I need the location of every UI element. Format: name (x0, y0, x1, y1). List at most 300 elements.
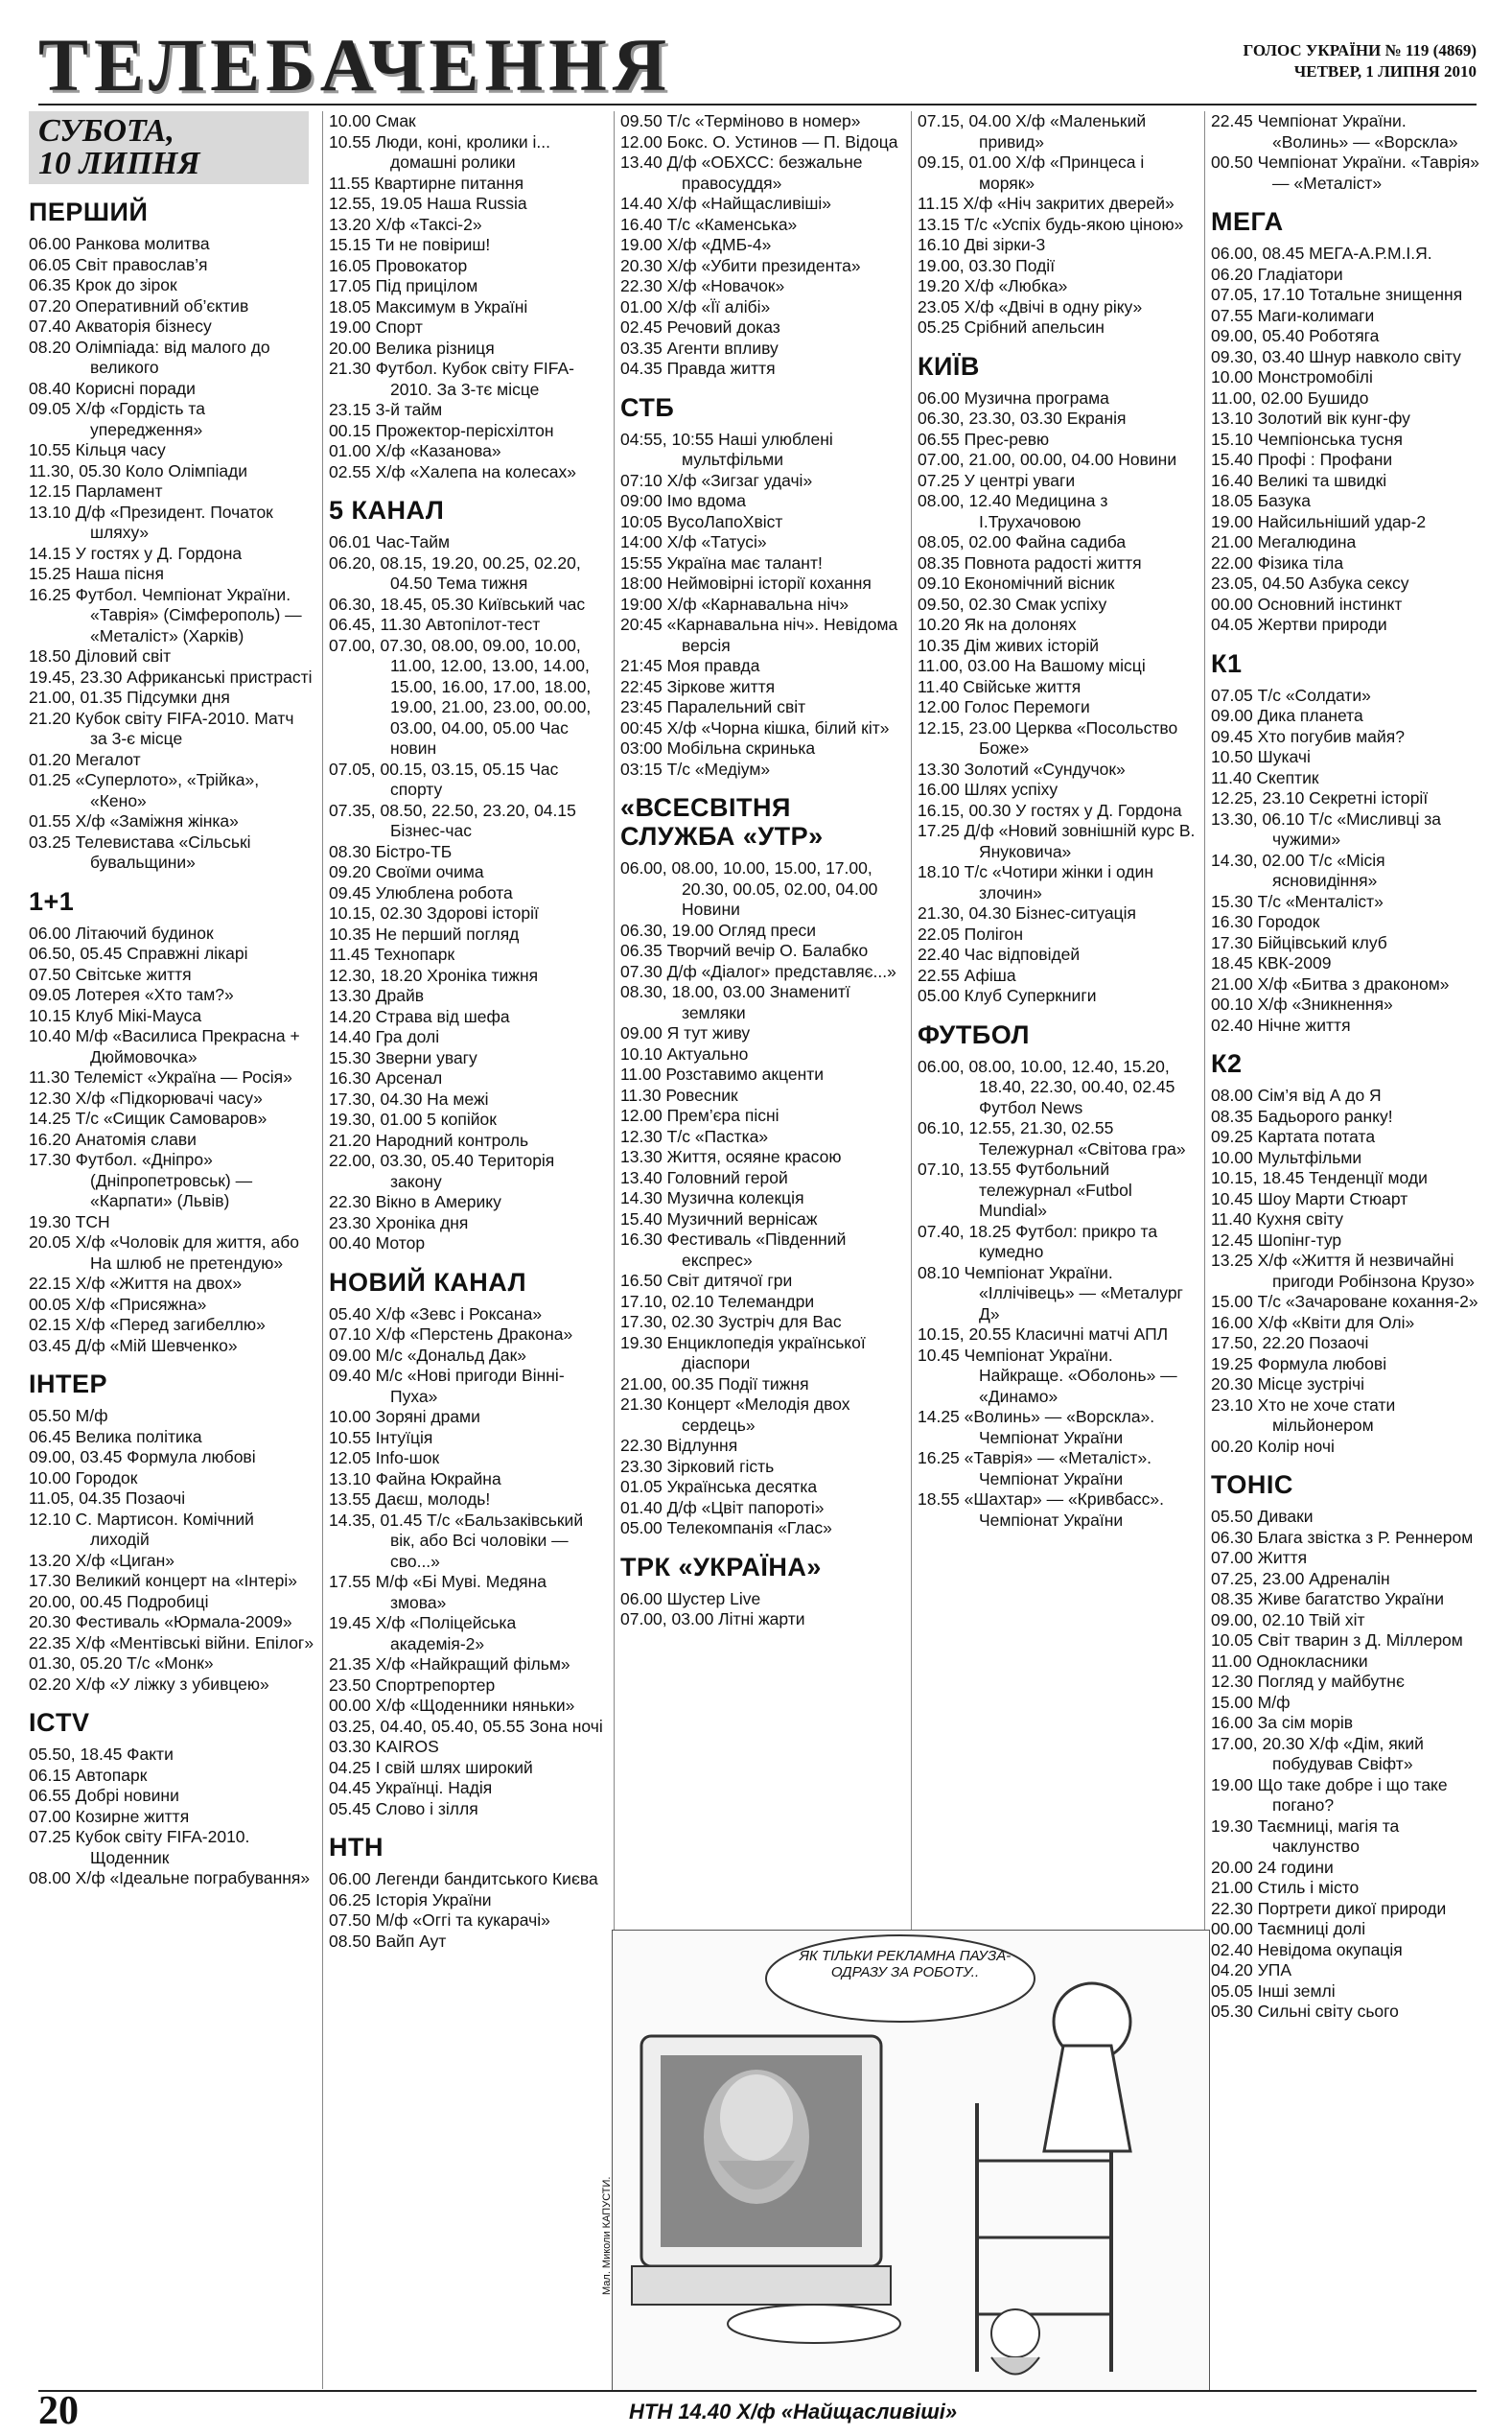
page-number: 20 (38, 2389, 79, 2433)
program-entry: 23:45 Паралельний світ (620, 697, 806, 716)
program-entry: 16.50 Світ дитячої гри (620, 1271, 793, 1290)
program-entry: 09.15, 01.00 Х/ф «Принцеса і моряк» (918, 152, 1145, 193)
program-entry: 11.00, 02.00 Бушидо (1211, 387, 1369, 408)
program-entry: 09.20 Своїми очима (329, 862, 484, 881)
program-entry: 12.30 Х/ф «Підкорювачі часу» (29, 1088, 263, 1108)
program-entry: 13.15 Т/с «Успіх будь-якою ціною» (918, 214, 1184, 234)
program-entry: 06.00, 08.00, 10.00, 15.00, 17.00, 20.30, 00.05, 02.00, 04.00 Новини (620, 858, 878, 919)
program-entry: 08.35 Живе багатство України (1211, 1589, 1445, 1608)
program-entry: 08.35 Повнота радості життя (918, 552, 1142, 573)
program-entry: 10.00 Мультфільми (1211, 1147, 1362, 1167)
program-entry: 11.00, 03.00 На Вашому місці (918, 656, 1146, 675)
program-entry: 19.00 Найсильніший удар-2 (1211, 511, 1427, 531)
program-entry: 15.00 Т/с «Зачароване кохання-2» (1211, 1292, 1478, 1311)
program-entry: 16.05 Провокатор (329, 255, 468, 275)
program-entry: 04.05 Жертви природи (1211, 615, 1387, 634)
program-entry: 20.00, 00.45 Подробиці (29, 1591, 209, 1611)
program-entry: 07.10, 13.55 Футбольний тележурнал «Futbol Mundial» (918, 1159, 1132, 1220)
program-entry: 19.25 Формула любові (1211, 1353, 1387, 1373)
program-entry: 06.55 Прес-ревю (918, 429, 1050, 449)
program-entry: 08.50 Вайп Аут (329, 1931, 447, 1951)
program-entry: 22.00 Фізика тіла (1211, 552, 1344, 573)
program-entry: 06.30, 19.00 Огляд преси (620, 920, 817, 940)
program-entry: 19.20 Х/ф «Любка» (918, 276, 1068, 295)
program-entry: 00.00 Основний інстинкт (1211, 594, 1403, 614)
channel-name: ТРК «УКРАЇНА» (620, 1552, 822, 1581)
program-entry: 07.05, 00.15, 03.15, 05.15 Час спорту (329, 759, 559, 799)
program-entry: 23.30 Зірковий гість (620, 1456, 775, 1476)
program-entry: 12.15, 23.00 Церква «Посольство Боже» (918, 717, 1178, 758)
program-entry: 05.05 Інші землі (1211, 1980, 1336, 2001)
program-entry: 09.00 Я тут живу (620, 1023, 751, 1042)
program-entry: 03.45 Д/ф «Мій Шевченко» (29, 1335, 238, 1355)
program-entry: 18.05 Базука (1211, 491, 1312, 510)
program-entry: 17.50, 22.20 Позаочі (1211, 1333, 1369, 1352)
program-entry: 09.45 Хто погубив майя? (1211, 726, 1405, 746)
program-entry: 07.00 Життя (1211, 1548, 1308, 1567)
program-entry: 06.45 Велика політика (29, 1426, 202, 1446)
channel-name: 1+1 (29, 886, 75, 916)
paper-issue: ГОЛОС УКРАЇНИ № 119 (4869) (1243, 41, 1477, 59)
program-entry: 13.30 Життя, осяяне красою (620, 1147, 842, 1166)
program-entry: 11.00 Розставимо акценти (620, 1065, 825, 1084)
program-entry: 18.05 Максимум в Україні (329, 296, 528, 316)
channel-name: ICTV (29, 1708, 90, 1737)
program-entry: 21.20 Народний контроль (329, 1130, 529, 1150)
program-entry: 13.40 Д/ф «ОБХСС: безжальне правосуддя» (620, 152, 863, 193)
program-entry: 23.05, 04.50 Азбука сексу (1211, 574, 1409, 593)
program-entry: 03:15 Т/с «Медіум» (620, 759, 771, 779)
program-entry: 22.15 Х/ф «Життя на двох» (29, 1274, 243, 1293)
program-entry: 19.45 Х/ф «Поліцейська академія-2» (329, 1613, 517, 1653)
program-entry: 06.30, 23.30, 03.30 Екранія (918, 409, 1127, 428)
program-entry: 07.10 Х/ф «Перстень Дракона» (329, 1324, 573, 1344)
program-entry: 13.40 Головний герой (620, 1167, 788, 1187)
program-entry: 07.00, 21.00, 00.00, 04.00 Новини (918, 450, 1177, 469)
program-entry: 05.50 Диваки (1211, 1507, 1314, 1526)
program-entry: 07.00, 07.30, 08.00, 09.00, 10.00, 11.00, 12.00, 13.00, 14.00, 15.00, 16.00, 17.00, 18.00, 19.00, 21.00, 23.00, 00.00, 03.00, 04.00, 05.00 Час новин (329, 635, 592, 758)
program-entry: 15.00 М/ф (1211, 1692, 1291, 1712)
program-entry: 10.15, 20.55 Класичні матчі АПЛ (918, 1324, 1169, 1344)
program-entry: 11.15 Х/ф «Ніч закритих дверей» (918, 194, 1175, 213)
program-entry: 20.00 24 години (1211, 1857, 1334, 1877)
program-entry: 06.00 Музична програма (918, 387, 1109, 408)
program-entry: 22:45 Зіркове життя (620, 676, 776, 696)
program-entry: 16.15, 00.30 У гостях у Д. Гордона (918, 800, 1182, 820)
program-entry: 09.30, 03.40 Шнур навколо світу (1211, 346, 1461, 366)
program-entry: 12.30, 18.20 Хроніка тижня (329, 965, 539, 985)
program-entry: 17.30 Бійцівський клуб (1211, 932, 1387, 952)
program-entry: 10.40 М/ф «Василиса Прекрасна + Дюймовочка» (29, 1026, 300, 1066)
program-entry: 17.05 Під прицілом (329, 276, 478, 295)
program-entry: 09.00, 02.10 Твій хіт (1211, 1609, 1365, 1629)
program-entry: 18.45 КВК-2009 (1211, 953, 1332, 972)
program-entry: 02.20 Х/ф «У ліжку з убивцею» (29, 1674, 269, 1694)
program-entry: 10.45 Чемпіонат України. Найкраще. «Оболонь» — «Динамо» (918, 1345, 1177, 1406)
program-entry: 10.00 Зоряні драми (329, 1407, 480, 1426)
schedule-column-2 (322, 111, 607, 2389)
program-entry: 03.30 KAIROS (329, 1737, 439, 1756)
program-entry: 08.10 Чемпіонат України. «Іллічівець» — «Металург Д» (918, 1262, 1183, 1323)
program-entry: 10.00 Городок (29, 1467, 138, 1487)
program-entry: 15.25 Наша пісня (29, 564, 164, 583)
program-entry: 13.30 Золотий «Сундучок» (918, 759, 1126, 779)
program-entry: 13.55 Даєш, молодь! (329, 1489, 491, 1509)
program-entry: 06.00 Шустер Live (620, 1588, 761, 1608)
program-entry: 21.30 Концерт «Мелодія двох сердець» (620, 1394, 850, 1435)
program-entry: 19.00 Що таке добре і що таке погано? (1211, 1774, 1448, 1815)
program-entry: 06.45, 11.30 Автопілот-тест (329, 615, 541, 634)
program-entry: 20.30 Х/ф «Убити президента» (620, 255, 861, 275)
program-entry: 07:10 Х/ф «Зигзаг удачі» (620, 470, 813, 490)
program-entry: 11.30 Телеміст «Україна — Росія» (29, 1067, 292, 1087)
program-entry: 22.30 Вікно в Америку (329, 1192, 501, 1211)
program-entry: 03.25 Телевистава «Сільські бувальщини» (29, 832, 251, 872)
program-entry: 06.00, 08.45 МЕГА-А.Р.М.І.Я. (1211, 244, 1432, 263)
program-entry: 05.00 Телекомпанія «Глас» (620, 1518, 832, 1537)
program-entry: 16.25 Футбол. Чемпіонат України. «Таврія» (Сімферополь) — «Металіст» (Харків) (29, 584, 302, 645)
program-entry: 07.15, 04.00 Х/ф «Маленький привид» (918, 111, 1147, 152)
schedule-column-1 (29, 111, 314, 2389)
channel-name: МЕГА (1211, 207, 1284, 236)
program-entry: 11.40 Кухня світу (1211, 1209, 1343, 1229)
program-entry: 11.45 Технопарк (329, 945, 455, 964)
program-entry: 09.00 М/с «Дональд Дак» (329, 1345, 526, 1365)
program-entry: 23.10 Хто не хоче стати мільйонером (1211, 1394, 1396, 1435)
channel-name: КИЇВ (918, 351, 980, 381)
program-entry: 13.30 Драйв (329, 986, 425, 1005)
program-entry: 10.15, 02.30 Здорові історії (329, 903, 539, 923)
program-entry: 14.25 Т/с «Сищик Самоваров» (29, 1109, 268, 1128)
program-entry: 06.00 Ранкова молитва (29, 234, 210, 253)
program-entry: 07.35, 08.50, 22.50, 23.20, 04.15 Бізнес-час (329, 800, 576, 840)
header-rule (38, 104, 1477, 105)
program-entry: 06.00 Легенди бандитського Києва (329, 1869, 598, 1888)
program-entry: 13.20 Х/ф «Циган» (29, 1550, 175, 1570)
program-entry: 22.35 Х/ф «Ментівські війни. Епілог» (29, 1632, 314, 1652)
program-entry: 06.55 Добрі новини (29, 1786, 179, 1805)
program-entry: 00.10 Х/ф «Зникнення» (1211, 995, 1393, 1014)
program-entry: 06.30, 18.45, 05.30 Київський час (329, 594, 586, 614)
program-entry: 10.05 Світ тварин з Д. Міллером (1211, 1630, 1463, 1650)
program-entry: 07.55 Маги-колимаги (1211, 305, 1375, 325)
program-entry: 00.20 Колір ночі (1211, 1436, 1335, 1456)
program-entry: 14.40 Х/ф «Найщасливіші» (620, 194, 832, 213)
day-date: 10 ЛИПНЯ (38, 146, 200, 181)
program-entry: 12.15 Парламент (29, 481, 163, 501)
cartoon-caption: ЯК ТІЛЬКИ РЕКЛАМНА ПАУЗА- ОДРАЗУ ЗА РОБОТУ.. (799, 1948, 1012, 1980)
program-entry: 22.45 Чемпіонат України. «Волинь» — «Ворскла» (1211, 111, 1458, 152)
cartoon-drawing (613, 1931, 1209, 2391)
program-entry: 07.50 М/ф «Оггі та кукарачі» (329, 1910, 550, 1930)
program-entry: 05.50, 18.45 Факти (29, 1745, 174, 1764)
program-entry: 15.15 Ти не повіриш! (329, 235, 491, 254)
program-entry: 16.30 Арсенал (329, 1068, 443, 1088)
program-entry: 12.55, 19.05 Наша Russia (329, 194, 527, 213)
program-entry: 10.35 Не перший погляд (329, 924, 520, 944)
program-entry: 07.00, 03.00 Літні жарти (620, 1609, 805, 1628)
program-entry: 01.30, 05.20 Т/с «Монк» (29, 1653, 214, 1673)
program-entry: 18.10 Т/с «Чотири жінки і один злочин» (918, 862, 1154, 902)
program-entry: 09.05 Х/ф «Гордість та упередження» (29, 399, 205, 439)
day-date-box (29, 111, 309, 184)
program-entry: 21.00 Мегалюдина (1211, 532, 1357, 551)
program-entry: 05.45 Слово і зілля (329, 1798, 478, 1818)
program-entry: 10.00 Смак (329, 111, 416, 130)
program-entry: 02.15 Х/ф «Перед загибеллю» (29, 1315, 266, 1334)
program-entry: 07.40, 18.25 Футбол: прикро та кумедно (918, 1221, 1158, 1261)
program-entry: 14.15 У гостях у Д. Гордона (29, 543, 243, 563)
program-entry: 21.00, 01.35 Підсумки дня (29, 688, 230, 707)
program-entry: 12.10 С. Мартисон. Комічний лиходій (29, 1509, 254, 1549)
program-entry: 14.25 «Волинь» — «Ворскла». Чемпіонат України (918, 1407, 1155, 1447)
channel-name: НОВИЙ КАНАЛ (329, 1267, 527, 1297)
program-entry: 07.25, 23.00 Адреналін (1211, 1568, 1390, 1588)
program-entry: 22.55 Афіша (918, 965, 1016, 985)
program-entry: 08.00 Х/ф «Ідеальне пограбування» (29, 1868, 311, 1887)
program-entry: 10:05 ВусоЛапоХвіст (620, 511, 783, 531)
program-entry: 02.40 Невідома окупація (1211, 1939, 1403, 1959)
program-entry: 02.55 Х/ф «Халепа на колесах» (329, 461, 576, 481)
program-entry: 20.05 Х/ф «Чоловік для життя, або На шлюб не претендую» (29, 1232, 299, 1273)
program-entry: 00.00 Х/ф «Щоденники няньки» (329, 1696, 575, 1715)
program-entry: 12.00 Прем’єра пісні (620, 1106, 779, 1125)
program-entry: 07.05, 17.10 Тотальне знищення (1211, 285, 1463, 304)
program-entry: 14.20 Страва від шефа (329, 1006, 510, 1026)
program-entry: 09.00, 05.40 Роботяга (1211, 326, 1380, 345)
channel-name: 5 КАНАЛ (329, 496, 445, 525)
program-entry: 13.25 Х/ф «Життя й незвичайні пригоди Робінзона Крузо» (1211, 1251, 1475, 1291)
program-entry: 15.30 Т/с «Менталіст» (1211, 891, 1384, 911)
program-entry: 04.25 І свій шлях широкий (329, 1757, 533, 1777)
program-entry: 15:55 Україна має талант! (620, 552, 823, 573)
program-entry: 19.45, 23.30 Африканські пристрасті (29, 667, 313, 687)
program-entry: 22.40 Час відповідей (918, 945, 1081, 964)
channel-name: К2 (1211, 1049, 1243, 1078)
program-entry: 11.00 Однокласники (1211, 1651, 1368, 1671)
program-entry: 06.30 Блага звістка з Р. Реннером (1211, 1527, 1474, 1547)
program-entry: 04.35 Правда життя (620, 359, 776, 378)
program-entry: 05.00 Клуб Суперкниги (918, 986, 1097, 1005)
program-entry: 06.01 Час-Тайм (329, 532, 451, 551)
program-entry: 16.40 Т/с «Каменська» (620, 214, 798, 234)
program-entry: 00.00 Таємниці долі (1211, 1919, 1366, 1938)
program-entry: 06.05 Світ православ’я (29, 254, 208, 274)
program-entry: 19.30, 01.00 5 копійок (329, 1110, 497, 1129)
program-entry: 21.20 Кубок світу FIFA-2010. Матч за 3-є місце (29, 708, 294, 748)
program-entry: 06.35 Крок до зірок (29, 275, 177, 294)
issue-date: ЧЕТВЕР, 1 ЛИПНЯ 2010 (1293, 62, 1477, 81)
program-entry: 11.30 Ровесник (620, 1085, 738, 1105)
section-title: ТЕЛЕБАЧЕННЯ (38, 23, 673, 106)
program-entry: 23.30 Хроніка дня (329, 1212, 469, 1232)
program-entry: 21.00 Стиль і місто (1211, 1878, 1360, 1897)
program-entry: 10.20 Як на долонях (918, 615, 1077, 634)
program-entry: 17.00, 20.30 Х/ф «Дім, який побудував Свіфт» (1211, 1733, 1424, 1773)
program-entry: 07.40 Акваторія бізнесу (29, 316, 212, 336)
program-entry: 15.40 Музичний вернісаж (620, 1208, 818, 1229)
program-entry: 01.00 Х/ф «Її алібі» (620, 296, 771, 316)
program-entry: 02.45 Речовий доказ (620, 317, 780, 337)
program-entry: 11.05, 04.35 Позаочі (29, 1488, 186, 1508)
program-entry: 08.20 Олімпіада: від малого до великого (29, 337, 270, 377)
program-entry: 09.25 Картата потата (1211, 1127, 1376, 1146)
channel-name: ІНТЕР (29, 1370, 108, 1398)
program-entry: 14.30 Музична колекція (620, 1188, 804, 1207)
program-entry: 16.40 Великі та швидкі (1211, 470, 1387, 490)
program-entry: 09.50 Т/с «Терміново в номер» (620, 111, 861, 130)
program-entry: 10.15 Клуб Мікі-Мауса (29, 1005, 202, 1025)
program-entry: 17.55 М/ф «Бі Муві. Медяна змова» (329, 1572, 547, 1612)
program-entry: 12.30 Погляд у майбутнє (1211, 1672, 1405, 1691)
program-entry: 06.20, 08.15, 19.20, 00.25, 02.20, 04.50 Тема тижня (329, 552, 581, 593)
program-entry: 08.05, 02.00 Файна садиба (918, 532, 1127, 551)
program-entry: 22.05 Полігон (918, 924, 1024, 944)
program-entry: 06.20 Гладіатори (1211, 264, 1343, 284)
channel-name: К1 (1211, 648, 1243, 678)
program-entry: 09.00, 03.45 Формула любові (29, 1447, 256, 1466)
program-entry: 01.05 Українська десятка (620, 1477, 818, 1496)
program-entry: 00:45 Х/ф «Чорна кішка, білий кіт» (620, 717, 890, 738)
program-entry: 06.00 Літаючий будинок (29, 923, 214, 943)
program-entry: 04:55, 10:55 Наші улюблені мультфільми (620, 429, 833, 469)
program-entry: 05.40 Х/ф «Зевс і Роксана» (329, 1303, 543, 1323)
program-entry: 15.10 Чемпіонська тусня (1211, 429, 1404, 449)
program-entry: 12.25, 23.10 Секретні історії (1211, 788, 1429, 808)
program-entry: 13.30, 06.10 Т/с «Мисливці за чужими» (1211, 808, 1441, 849)
program-entry: 17.25 Д/ф «Новий зовнішній курс В. Януковича» (918, 821, 1196, 861)
program-entry: 07.00 Козирне життя (29, 1806, 190, 1826)
program-entry: 21.00, 00.35 Події тижня (620, 1373, 809, 1394)
channel-name: СТБ (620, 392, 675, 422)
program-entry: 12.05 Info-шок (329, 1448, 440, 1467)
program-entry: 07.25 У центрі уваги (918, 470, 1076, 490)
program-entry: 20.30 Місце зустрічі (1211, 1374, 1365, 1394)
program-entry: 06.10, 12.55, 21.30, 02.55 Тележурнал «Світова гра» (918, 1118, 1186, 1159)
channel-name: ТОНІС (1211, 1470, 1293, 1499)
program-entry: 03:00 Мобільна скринька (620, 738, 816, 758)
program-entry: 20.00 Велика різниця (329, 338, 495, 358)
channel-name: ФУТБОЛ (918, 1019, 1030, 1049)
program-entry: 21.00 Х/ф «Битва з драконом» (1211, 973, 1450, 994)
page-footer (38, 2389, 1477, 2433)
program-entry: 10.00 Монстромобілі (1211, 367, 1373, 386)
program-entry: 20.30 Фестиваль «Юрмала-2009» (29, 1612, 292, 1631)
program-entry: 00.05 Х/ф «Присяжна» (29, 1294, 207, 1314)
program-entry: 09.10 Економічний вісник (918, 574, 1115, 593)
program-entry: 08.40 Корисні поради (29, 378, 196, 398)
program-entry: 10.35 Дім живих історій (918, 635, 1100, 655)
program-entry: 20:45 «Карнавальна ніч». Невідома версія (620, 615, 898, 655)
program-entry: 10.55 Інтуїція (329, 1427, 433, 1447)
program-entry: 23.15 3-й тайм (329, 400, 443, 419)
program-entry: 22.00, 03.30, 05.40 Територія закону (329, 1151, 555, 1191)
program-entry: 12.30 Т/с «Пастка» (620, 1126, 769, 1146)
program-entry: 13.10 Золотий вік кунг-фу (1211, 409, 1410, 428)
program-entry: 01.00 Х/ф «Казанова» (329, 441, 501, 460)
program-entry: 23.50 Спортрепортер (329, 1675, 496, 1695)
channel-name: «ВСЕСВІТНЯ СЛУЖБА «УТР» (620, 793, 824, 851)
program-entry: 19:00 Х/ф «Карнавальна ніч» (620, 594, 849, 614)
program-entry: 16.00 Х/ф «Квіти для Олі» (1211, 1312, 1415, 1332)
program-entry: 04.45 Українці. Надія (329, 1778, 493, 1797)
program-entry: 16.10 Дві зірки-3 (918, 235, 1046, 254)
day-name: СУБОТА, (38, 113, 174, 149)
program-entry: 13.10 Файна Юкрайна (329, 1468, 501, 1488)
program-entry: 05.30 Сильні світу сього (1211, 2002, 1399, 2021)
program-entry: 04.20 УПА (1211, 1960, 1292, 1979)
program-entry: 06.50, 05.45 Справжні лікарі (29, 944, 248, 963)
program-entry: 02.40 Нічне життя (1211, 1015, 1351, 1035)
program-entry: 11.40 Скептик (1211, 767, 1319, 787)
program-entry: 10.10 Актуально (620, 1043, 749, 1064)
program-entry: 00.50 Чемпіонат України. «Таврія» — «Металіст» (1211, 152, 1480, 193)
program-entry: 03.25, 04.40, 05.40, 05.55 Зона ночі (329, 1716, 603, 1736)
program-entry: 12.00 Голос Перемоги (918, 697, 1090, 716)
program-entry: 06.00, 08.00, 10.00, 12.40, 15.20, 18.40, 22.30, 00.40, 02.45 Футбол News (918, 1056, 1175, 1117)
program-entry: 01.40 Д/ф «Цвіт папороті» (620, 1497, 825, 1517)
program-entry: 00.40 Мотор (329, 1233, 426, 1253)
issue-info (1244, 40, 1477, 82)
program-entry: 08.30, 18.00, 03.00 Знаменитї земляки (620, 982, 850, 1022)
program-entry: 03.35 Агенти впливу (620, 338, 779, 358)
program-entry: 06.35 Творчий вечір О. Балабко (620, 941, 869, 960)
program-entry: 19.00 Спорт (329, 317, 423, 337)
program-entry: 01.25 «Суперлото», «Трійка», «Кено» (29, 770, 260, 810)
program-entry: 23.05 Х/ф «Двічі в одну ріку» (918, 296, 1143, 316)
program-entry: 00.15 Прожектор-перісхілтон (329, 420, 554, 440)
program-entry: 16.30 Фестиваль «Південний експрес» (620, 1230, 847, 1270)
program-entry: 14.35, 01.45 Т/с «Бальзаківський вік, або Всі чоловіки — сво...» (329, 1510, 584, 1571)
program-entry: 10.45 Шоу Марти Стюарт (1211, 1188, 1408, 1208)
program-entry: 11.55 Квартирне питання (329, 173, 524, 193)
program-entry: 16.00 Шлях успіху (918, 780, 1058, 799)
program-entry: 08.00 Сім’я від А до Я (1211, 1086, 1382, 1105)
program-entry: 16.20 Анатомія слави (29, 1129, 197, 1149)
program-entry: 09.45 Улюблена робота (329, 882, 513, 902)
program-entry: 07.30 Д/ф «Діалог» представляє...» (620, 961, 896, 981)
program-entry: 19.30 Енциклопедія української діаспори (620, 1332, 866, 1372)
program-entry: 07.05 Т/с «Солдати» (1211, 685, 1371, 705)
program-entry: 05.50 М/ф (29, 1406, 108, 1425)
program-entry: 17.30 Футбол. «Дніпро» (Дніпропетровськ) — «Карпати» (Львів) (29, 1150, 253, 1210)
program-entry: 10.55 Кільця часу (29, 440, 166, 459)
program-entry: 07.50 Світське життя (29, 964, 192, 984)
program-entry: 08.30 Бістро-ТБ (329, 841, 453, 861)
cartoon-illustration (601, 1930, 1210, 2392)
program-entry: 21.30, 04.30 Бізнес-ситуація (918, 903, 1136, 923)
program-entry: 17.10, 02.10 Телемандри (620, 1291, 815, 1311)
program-entry: 21:45 Моя правда (620, 656, 760, 675)
program-entry: 17.30, 02.30 Зустріч для Вас (620, 1312, 842, 1331)
program-entry: 10.55 Люди, коні, кролики і... домашні ролики (329, 131, 550, 172)
program-entry: 09.05 Лотерея «Хто там?» (29, 985, 234, 1004)
program-entry: 09.50, 02.30 Смак успіху (918, 594, 1107, 614)
program-entry: 15.40 Профі : Профани (1211, 450, 1393, 469)
program-entry: 09.00 Дика планета (1211, 706, 1363, 725)
footer-promo: НТН 14.40 Х/ф «Найщасливіші» (629, 2400, 958, 2424)
program-entry: 11.30, 05.30 Коло Олімпіади (29, 460, 248, 480)
program-entry: 19.30 Таємниці, магія та чаклунство (1211, 1815, 1400, 1856)
program-entry: 19.00 Х/ф «ДМБ-4» (620, 235, 772, 254)
program-entry: 14:00 Х/ф «Татусі» (620, 532, 767, 551)
cartoon-credit: Мал. Миколи КАПУСТИ. (601, 2176, 613, 2295)
program-entry: 09:00 Імо вдома (620, 491, 746, 510)
program-entry: 13.20 Х/ф «Таксі-2» (329, 214, 482, 234)
program-entry: 01.20 Мегалот (29, 749, 141, 769)
program-entry: 22.30 Відлуння (620, 1436, 738, 1455)
program-entry: 19.30 ТСН (29, 1211, 110, 1231)
